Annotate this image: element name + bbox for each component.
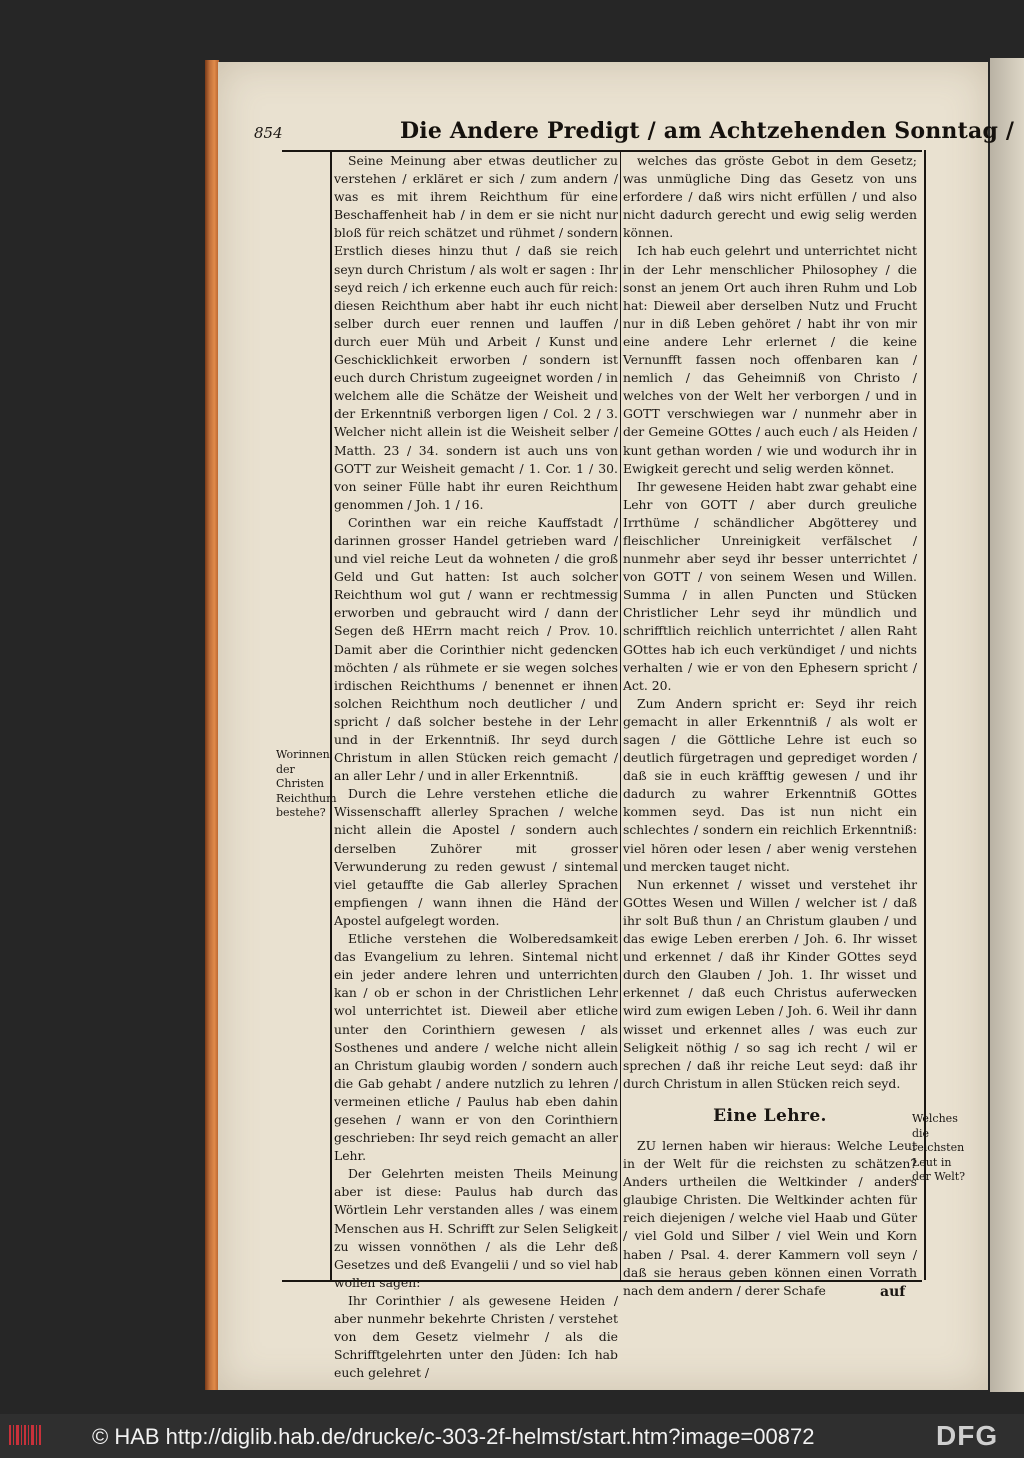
paragraph: Seine Meinung aber etwas deutlicher zu verstehen / erkläret er sich / zum andern / was es mit ihrem Reichthum für eine Beschaffenheit hab / in dem er sie nicht nur bloß für reich schätzet und rühmet / sondern Erstlich dieses hinzu thut / daß sie reich seyn durch Christum / als wolt er sagen : Ihr seyd reich / ich erkenne euch auch für reich: diesen Reichthum aber habt ihr euch nicht selber durch euer rennen und lauffen / durch euer Müh und Arbeit / Kunst und Geschicklichkeit erworben / sondern ist euch durch Christum zugeeignet worden / in welchem alle die Schätze der Weisheit und der Erkenntniß verborgen ligen / Col. 2 / 3. Welcher nicht allein ist die Weisheit selber / Matth. 23 / 34. sondern ist auch uns von GOTT zur Weisheit gemacht / 1. Cor. 1 / 30. von seiner Fülle habt ihr euren Reichthum genommen / Joh. 1 / 16. [334,153,618,512]
paragraph: Ihr Corinthier / als gewesene Heiden / aber nunmehr bekehrte Christen / verstehet von dem Gesetz vielmehr / als die Schrifftgelehrten unter den Jüden: Ich hab euch gelehret / [334,1292,618,1381]
paragraph: Ich hab euch gelehrt und unterrichtet nicht in der Lehr menschlicher Philosophey / die sonst an jenem Ort auch ihren Ruhm und Lob hat: Dieweil aber derselben Nutz und Frucht nur in diß Leben gehöret / habt ihr von mir eine andere Lehr erlernet / die keine Vernunfft fassen noch offenbaren kan / nemlich / das Geheimniß von Christo / welches von der Welt her verborgen / und in GOTT verschwiegen war / nunmehr aber in der Gemeine GOttes / auch euch / als Heiden / kunt gethan worden / wie und wodurch ihr in Ewigkeit gerecht und selig werden könnet. [623,243,917,476]
paragraph: Ihr gewesene Heiden habt zwar gehabt eine Lehr von GOTT / aber durch greuliche Irrthüme / schändlicher Abgötterey und fleischlicher Unreinigkeit verfälschet / nunmehr aber seyd ihr besser unterrichtet / von GOTT / von seinem Wesen und Willen. Summa / in allen Puncten und Stücken Christlicher Lehr seyd ihr mündlich und schrifftlich reichlich unterrichtet / allen Raht GOttes hab ich euch verkündiget / und nichts verhalten / wie er von den Ephesern spricht / Act. 20. [623,478,917,693]
left-column [334,152,618,1381]
catchword: auf [880,1284,906,1300]
paragraph: Zum Andern spricht er: Seyd ihr reich gemacht in aller Erkenntniß / als wolt er sagen / die Göttliche Lehre ist euch so deutlich fürgetragen und geprediget worden / daß sie in euch kräfftig gewesen / und ihr dadurch zu wahrer Erkenntniß GOttes kommen seyd. Das ist nun nicht ein schlechtes / sondern ein reichlich Erkenntniß: viel hören oder lesen / aber wenig verstehen und mercken tauget nicht. [623,695,917,874]
paragraph: welches das gröste Gebot in dem Gesetz; was unmügliche Ding das Gesetz von uns erfordere / daß wirs nicht erfüllen / und also nicht dadurch gerecht und ewig selig werden können. [623,153,917,241]
dfg-logo: DFG [936,1420,999,1451]
paragraph: Durch die Lehre verstehen etliche die Wissenschafft allerley Sprachen / welche nicht allein die Apostel / sondern auch derselben Zuhörer mit grosser Verwunderung zu reden gewust / sintemal viel getauffte die Gab allerley Sprachen empfiengen / wann ihnen die Händ der Apostel aufgelegt worden. [334,786,618,928]
paragraph: Nun erkennet / wisset und verstehet ihr GOttes Wesen und Willen / welcher ist / daß ihr solt Buß thun / an Christum glauben / und das ewige Leben ererben / Joh. 6. Ihr wisset und erkennet / daß ihr Kinder GOttes seyd durch den Glauben / Joh. 1. Ihr wisset und erkennet / daß euch Christus auferwecken wird zum ewigen Leben / Joh. 6. Weil ihr dann wisset und erkennet alles / was euch zur Seligkeit nöthig / so sag ich recht / wil er sprechen / daß ihr reiche Leut seyd: daß ihr durch Christum in allen Stücken reich seyd. [623,876,917,1091]
paragraph: ZU lernen haben wir hieraus: Welche Leut in der Welt für die reichsten zu schätzen? Anders urtheilen die Weltkinder / anders glaubige Christen. Die Weltkinder achten für reich diejenigen / welche viel Haab und Güter / viel Gold und Silber / viel Wein und Korn haben / Psal. 4. derer Kammern voll seyn / daß sie heraus geben können einen Vorrath nach dem andern / derer Schafe [623,1137,917,1298]
margin-note-left: Worinnen der Christen Reichthum bestehe? [276,748,337,819]
next-page-edge [990,58,1024,1392]
margin-note-right: Welches die reichsten Leut in der Welt? [912,1112,966,1183]
page-number: 854 [254,124,283,142]
paragraph: Der Gelehrten meisten Theils Meinung aber ist diese: Paulus hab durch das Wörtlein Lehr verstanden alles / was einem Menschen aus H. Schrifft zur Selen Seligkeit zu wissen vonnöthen / als die Lehr deß Gesetzes und deß Evangelii / und so viel hab wollen sagen: [334,1166,618,1290]
running-title: Die Andere Predigt / am Achtzehenden Sonntag / [400,118,1015,144]
barcode-icon [8,1423,44,1447]
copyright-link[interactable]: © HAB http://diglib.hab.de/drucke/c-303-2f-helmst/start.htm?image=00872 [92,1424,815,1449]
book-edge [205,60,219,1390]
section-heading: Eine Lehre. [713,1105,827,1126]
page-header [254,118,1015,152]
right-column [623,152,917,1298]
paragraph: Corinthen war ein reiche Kauffstadt / darinnen grosser Handel getrieben ward / und viel reiche Leut da wohneten / die groß Geld und Gut hatten: Ist auch solcher Reichthum wol gut / wann er rechtmessig erworben und gebraucht wird / dann der Segen deß HErrn macht reich / Prov. 10. Damit aber die Corinthier nicht gedencken möchten / als rühmete er sie wegen solches irdischen Reichthums / benennet er ihnen solchen Reichthum noch deutlicher / und spricht / daß solcher bestehe in der Lehr und in der Erkenntniß. Ihr seyd durch Christum in allen Stücken reich gemacht / an aller Lehr / und in aller Erkenntniß. [334,514,618,784]
paragraph: Etliche verstehen die Wolberedsamkeit das Evangelium zu lehren. Sintemal nicht ein jeder andere lehren und unterrichten kan / ob er schon in der Christlichen Lehr wol unterrichtet ist. Dieweil aber etliche unter den Corinthiern gewesen / als Sosthenes und andere / welche nicht allein an Christum glaubig worden / sondern auch die Gab gehabt / andere nutzlich zu lehren / vermeinen etliche / Paulus hab eben dahin gesehen / wann er von den Corinthiern geschrieben: Ihr seyd reich gemacht an aller Lehr. [334,931,618,1164]
viewer-footer [0,1414,1024,1458]
column-divider [620,150,621,1280]
